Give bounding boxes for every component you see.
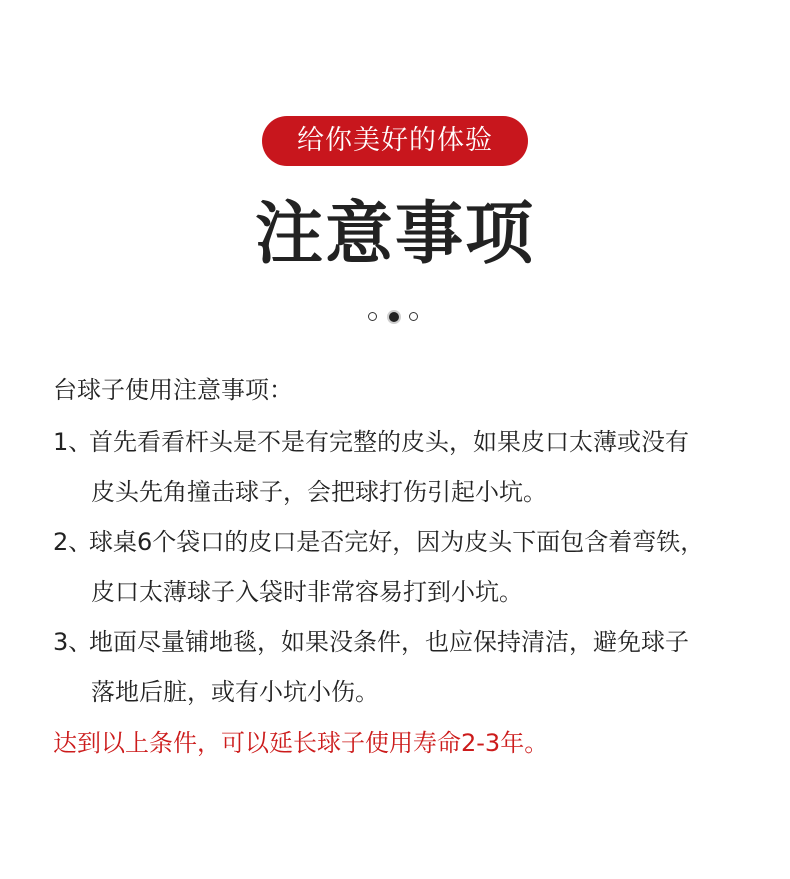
list-item-number: 3、 (53, 628, 93, 656)
page-title: 注意事项 (254, 195, 535, 274)
pager-dot-3[interactable] (409, 312, 418, 321)
list-item-number: 2、 (53, 528, 93, 556)
list-item-text: 地面尽量铺地毯，如果没条件，也应保持清洁，避免球子 (89, 628, 689, 656)
intro-text: 台球子使用注意事项： (53, 376, 293, 404)
pager-dot-1[interactable] (368, 312, 377, 321)
pager-dots (365, 309, 425, 325)
list-item-number: 1、 (53, 428, 93, 456)
list-item-text: 首先看看杆头是不是有完整的皮头，如果皮口太薄或没有 (89, 428, 689, 456)
list-item-2-continued: 皮口太薄球子入袋时非常容易打到小坑。 (91, 578, 523, 606)
list-item-3-continued: 落地后脏，或有小坑小伤。 (91, 678, 379, 706)
header-badge: 给你美好的体验 (262, 116, 528, 166)
list-item-text: 球桌6个袋口的皮口是否完好，因为皮头下面包含着弯铁， (89, 528, 705, 556)
footer-note: 达到以上条件，可以延长球子使用寿命2-3年。 (53, 729, 549, 757)
list-item-1-continued: 皮头先角撞击球子，会把球打伤引起小坑。 (91, 478, 547, 506)
pager-dot-2-active[interactable] (387, 310, 401, 324)
